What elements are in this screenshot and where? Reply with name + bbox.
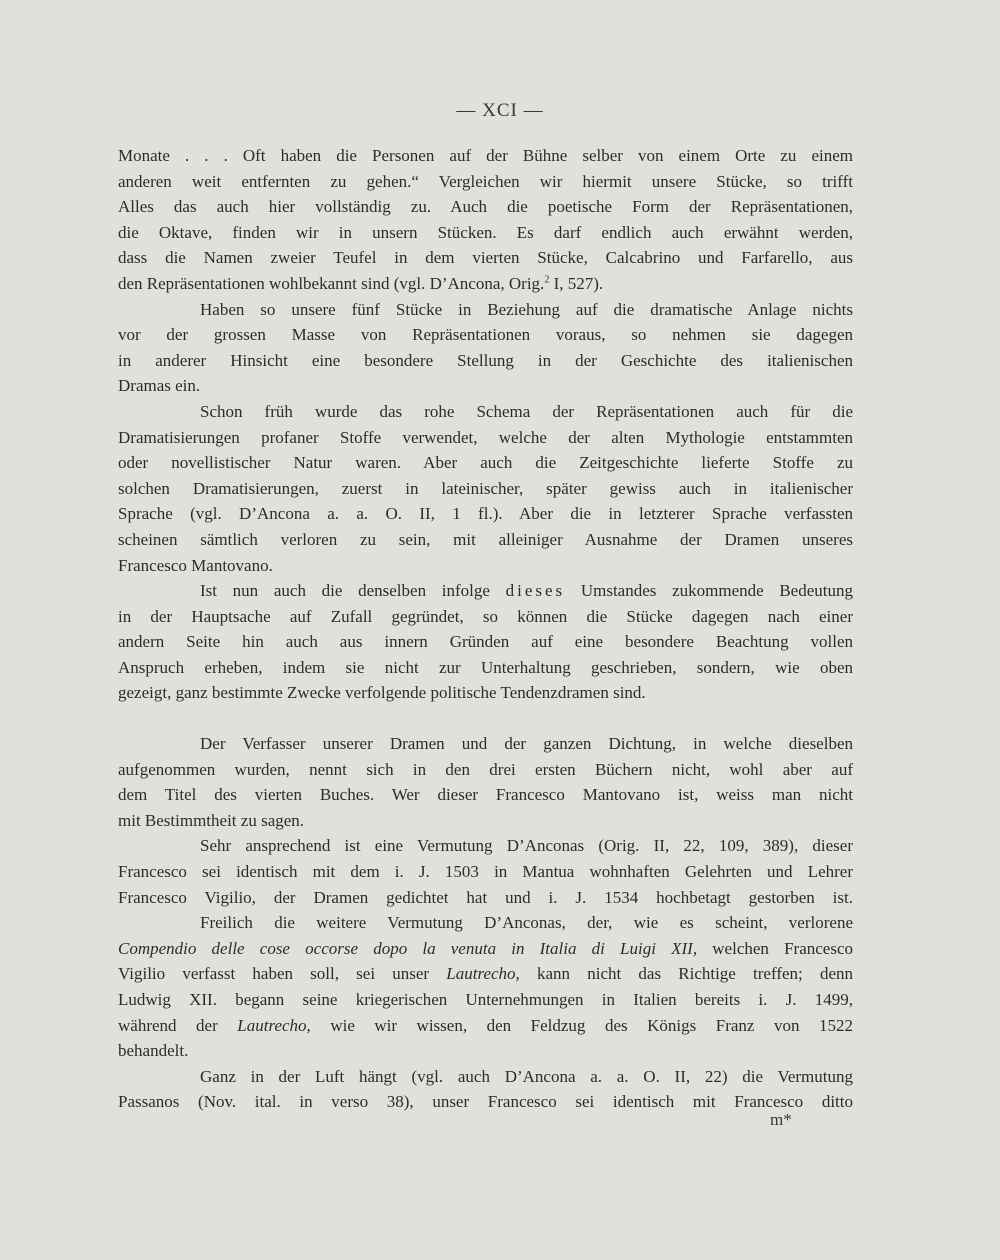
emphasis-spaced: dieses [505,581,566,601]
text-line: dass die Namen zweier Teufel in dem vierten Stücke, Calcabrino und Farfarello, aus [118,248,853,268]
text-line: vor der grossen Masse von Repräsentationen voraus, so nehmen sie dagegen [118,325,853,345]
text-fragment: während der [118,1015,238,1035]
text-line: anderen weit entfernten zu gehen.“ Vergleichen wir hiermit unsere Stücke, so trifft [118,171,853,191]
text-line: gezeigt, ganz bestimmte Zwecke verfolgende politische Tendenzdramen sind. [118,683,646,703]
text-line: behandelt. [118,1041,189,1061]
italic-title: Lautrecho, [237,1015,311,1035]
text-fragment: welchen Francesco [697,938,853,958]
text-line: andern Seite hin auch aus innern Gründen auf eine besondere Beachtung vollen [118,632,853,652]
paragraph-1 [118,143,853,297]
text-line: Sehr ansprechend ist eine Vermutung D’Anconas (Orig. II, 22, 109, 389), dieser [200,836,853,856]
text-fragment: kann nicht das Richtige treffen; denn [519,964,853,984]
text-line: Anspruch erheben, indem sie nicht zur Unterhaltung geschrieben, sondern, wie oben [118,657,853,677]
text-line: Francesco Mantovano. [118,555,273,575]
body-text [118,143,853,1115]
paragraph-6 [118,833,853,910]
paragraph-3 [118,399,853,578]
text-fragment: I, 527). [549,273,604,293]
text-line: scheinen sämtlich verloren zu sein, mit alleiniger Ausnahme der Dramen unseres [118,529,853,549]
italic-title: Compendio delle cose occorse dopo la venuta in Italia di Luigi XII, [118,938,698,958]
text-line: Dramas ein. [118,376,201,396]
text-line: Dramatisierungen profaner Stoffe verwendet, welche der alten Mythologie entstammten [118,427,853,447]
text-line: Sprache (vgl. D’Ancona a. a. O. II, 1 fl.). Aber die in letzterer Sprache verfassten [118,504,853,524]
superscript: 2 [544,274,550,286]
text-line: dem Titel des vierten Buches. Wer dieser Francesco Mantovano ist, weiss man nicht [118,785,853,805]
text-fragment: den Repräsentationen wohlbekannt sind (vgl. D’Ancona, Orig. [118,273,545,293]
text-line: Der Verfasser unserer Dramen und der ganzen Dichtung, in welche dieselben [200,734,853,754]
text-line: Ludwig XII. begann seine kriegerischen Unternehmungen in Italien bereits i. J. 1499, [118,990,853,1009]
text-fragment: Vigilio verfasst haben soll, sei unser [118,964,447,984]
text-line: Schon früh wurde das rohe Schema der Repräsentationen auch für die [200,401,853,421]
italic-title: Lautrecho, [446,964,520,984]
paragraph-5 [118,731,853,833]
text-line: Francesco sei identisch mit dem i. J. 1503 in Mantua wohnhaften Gelehrten und Lehrer [118,862,853,882]
text-line [118,961,853,987]
text-line: Francesco Vigilio, der Dramen gedichtet hat und i. J. 1534 hochbetagt gestorben ist. [118,887,853,907]
text-fragment: wie wir wissen, den Feldzug des Königs Franz von 1522 [310,1015,853,1035]
text-line: Monate . . . Oft haben die Personen auf der Bühne selber von einem Orte zu einem [118,146,853,165]
text-line: oder novellistischer Natur waren. Aber auch die Zeitgeschichte lieferte Stoffe zu [118,453,853,473]
text-line: Ganz in der Luft hängt (vgl. auch D’Ancona a. a. O. II, 22) die Vermutung [200,1066,853,1086]
text-line: Freilich die weitere Vermutung D’Anconas, der, wie es scheint, verlorene [200,913,853,933]
text-line: Passanos (Nov. ital. in verso 38), unser Francesco sei identisch mit Francesco ditto [118,1092,853,1112]
paragraph-7 [118,910,853,1064]
text-line: in anderer Hinsicht eine besondere Stellung in der Geschichte des italienischen [118,350,853,370]
signature-mark: m* [770,1110,792,1129]
text-line [118,271,853,297]
paragraph-8 [118,1064,853,1115]
text-line: Alles das auch hier vollständig zu. Auch die poetische Form der Repräsentationen, [118,197,853,217]
text-line [118,1013,853,1039]
text-line: in der Hauptsache auf Zufall gegründet, so können die Stücke dagegen nach einer [118,606,853,626]
text-line: Haben so unsere fünf Stücke in Beziehung auf die dramatische Anlage nichts [200,299,853,319]
text-line: mit Bestimmtheit zu sagen. [118,810,305,830]
paragraph-4 [118,578,853,706]
paragraph-2 [118,297,853,399]
text-fragment: Umstandes zukommende Bedeutung [565,581,853,601]
text-line: die Oktave, finden wir in unsern Stücken. Es darf endlich auch erwähnt werden, [118,222,853,242]
text-line: aufgenommen wurden, nennt sich in den drei ersten Büchern nicht, wohl aber auf [118,759,853,779]
section-gap [118,706,853,731]
text-fragment: Ist nun auch die denselben infolge [200,581,506,601]
page-number-header: — XCI — [456,100,544,121]
text-line: solchen Dramatisierungen, zuerst in lateinischer, später gewiss auch in italienischer [118,478,853,498]
text-line [118,936,853,962]
text-line [118,578,853,604]
